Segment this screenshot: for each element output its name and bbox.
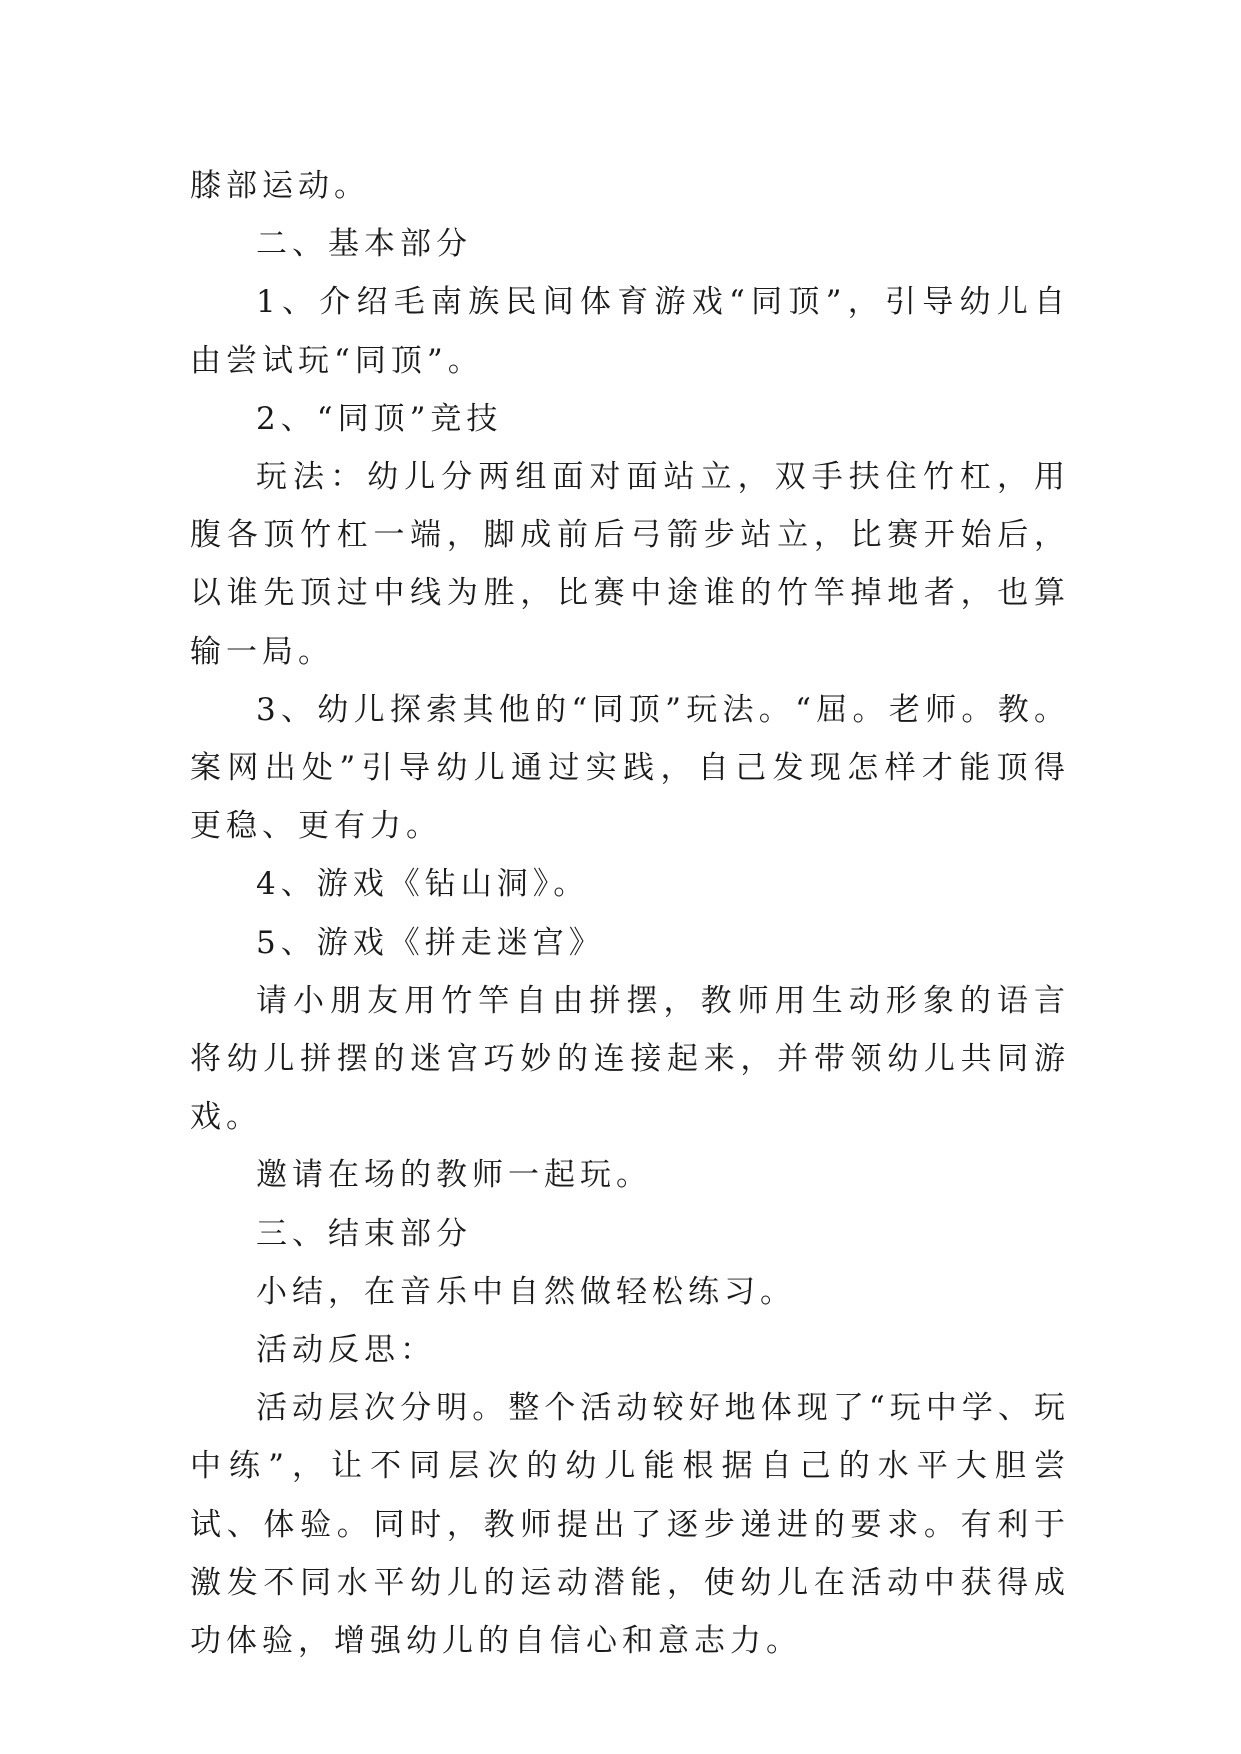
paragraph-reflection: 活动层次分明。整个活动较好地体现了“玩中学、玩中练”，让不同层次的幼儿能根据自己的水平大胆尝试、体验。同时，教师提出了逐步递进的要求。有利于激发不同水平幼儿的运动潜能，使幼儿在活动中获得成功体验，增强幼儿的自信心和意志力。: [190, 1390, 1070, 1660]
paragraph-item-4: 4、游戏《钻山洞》。: [256, 866, 590, 903]
paragraph-item-3: 3、幼儿探索其他的“同顶”玩法。“屈。老师。教。案网出处”引导幼儿通过实践，自己发现怎样才能顶得更稳、更有力。: [190, 691, 1070, 845]
paragraph-item-1: 1、介绍毛南族民间体育游戏“同顶”，引导幼儿自由尝试玩“同顶”。: [190, 284, 1070, 379]
section-heading-basic-part: 二、基本部分: [256, 226, 472, 263]
paragraph-invite-teachers: 邀请在场的教师一起玩。: [256, 1157, 652, 1194]
section-heading-reflection: 活动反思：: [256, 1332, 436, 1369]
paragraph-maze-description: 请小朋友用竹竿自由拼摆，教师用生动形象的语言将幼儿拼摆的迷宫巧妙的连接起来，并带领幼儿共同游戏。: [190, 982, 1070, 1136]
section-heading-ending-part: 三、结束部分: [256, 1215, 472, 1252]
paragraph-item-2: 2、“同顶”竞技: [256, 400, 503, 437]
document-body: [190, 157, 1070, 1670]
paragraph-summary: 小结，在音乐中自然做轻松练习。: [256, 1273, 796, 1310]
paragraph-continuation: 膝部运动。: [190, 168, 370, 204]
paragraph-item-5: 5、游戏《拼走迷宫》: [256, 924, 605, 961]
paragraph-rules: 玩法：幼儿分两组面对面站立，双手扶住竹杠，用腹各顶竹杠一端，脚成前后弓箭步站立，比赛开始后，以谁先顶过中线为胜，比赛中途谁的竹竿掉地者，也算输一局。: [190, 459, 1070, 670]
